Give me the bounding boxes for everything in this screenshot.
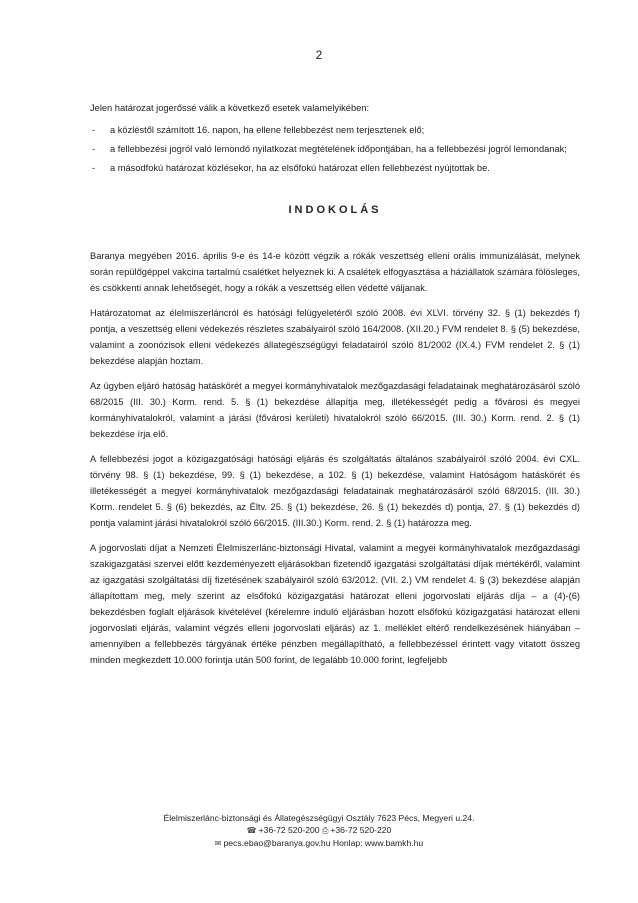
email-icon: ✉: [214, 839, 222, 848]
phone-icon: ☎: [246, 826, 257, 835]
footer-email[interactable]: pecs.ebao@baranya.gov.hu: [223, 838, 331, 848]
footer-fax: +36-72 520-220: [330, 825, 392, 835]
intro-text: Jelen határozat jogerőssé válik a következő esetek valamelyikében:: [90, 103, 370, 113]
footer-contact-row: [0, 824, 638, 837]
paragraph: Az ügyben eljáró hatóság hatáskörét a megyei kormányhivatalok mezőgazdasági feladatainak meghatározásáról szóló 68/2015 (III. 30.) Korm. rend. 5. § (1) bekezdése állapítja meg, illetékességét pedig a fővárosi és megyei kormányhivatalokról, valamint a járási (fővárosi kerületi) hivatalokról szóló 66/2015. (III. 30.) Korm. rend. 2. § (1) bekezdése írja elő.: [90, 381, 580, 439]
list-item: - a fellebbezési jogról való lemondó nyilatkozat megtételének időpontjában, ha a fellebbezési jogról lemondanak;: [90, 141, 580, 157]
paragraph: A jogorvoslati díjat a Nemzeti Élelmiszerlánc-biztonsági Hivatal, valamint a megyei kormányhivatalok mezőgazdasági szakigazgatási szervei előtt kezdeményezett eljárásokban fizetendő igazgatási szolgáltatási díjak mértékéről, valamint az igazgatási szolgáltatási díj fizetésének szabályairól szóló 63/2012. (VII. 2.) VM rendelet 4. § (3) bekezdése alapján állapítottam meg, mely szerint az elsőfokú közigazgatási határozat elleni jogorvoslati eljárás díja – a (4)-(6) bekezdésben foglalt eljárások kivételével (kérelemre induló eljárásban hozott elsőfokú közigazgatási határozat elleni jogorvoslati eljárás, valamint végzés elleni jogorvoslati eljárás) az 1. melléklet eltérő rendelkezésének hiányában – amennyiben a fellebbezés tárgyának értéke pénzben megállapítható, a fellebbezéssel érintett vagy vitatott összeg minden megkezdett 10.000 forintja után 500 forint, de legalább 10.000 forint, legfeljebb: [90, 543, 580, 665]
page-footer: [0, 812, 638, 850]
page-number: 2: [315, 48, 323, 62]
footer-homepage-label: Honlap:: [332, 838, 363, 848]
footer-web-row: [0, 837, 638, 850]
conditions-list: [90, 122, 580, 176]
paragraph: Baranya megyében 2016. április 9-e és 14-e között végzik a rókák veszettség elleni orális immunizálását, melynek során repülőgéppel vakcina tartalmú csalétket helyeznek ki. A csalétek elfogyasztása a háziállatok számára fölösleges, és csökkenti annak lehetőségét, hogy a rókák a veszettség ellen védetté váljanak.: [90, 251, 580, 293]
footer-homepage-link[interactable]: www.bamkh.hu: [364, 838, 424, 848]
footer-phone: +36-72 520-200: [258, 825, 320, 835]
list-item: - a másodfokú határozat közlésekor, ha az elsőfokú határozat ellen fellebbezést nyújtottak be.: [90, 160, 580, 176]
footer-address: Élelmiszerlánc-biztonsági és Állategészségügyi Osztály 7623 Pécs, Megyeri u.24.: [163, 813, 475, 823]
fax-icon: ⎙: [321, 826, 329, 835]
document-body: [90, 100, 580, 677]
section-heading: INDOKOLÁS: [288, 204, 382, 216]
list-item: - a közléstől számított 16. napon, ha ellene fellebbezést nem terjesztenek elő;: [90, 122, 580, 138]
paragraph: Határozatomat az élelmiszerláncról és hatósági felügyeletéről szóló 2008. évi XLVI. törvény 32. § (1) bekezdés f) pontja, a veszettség elleni védekezés részletes szabályairól szóló 164/2008. (XII.20.) FVM rendelet 8. § (5) bekezdése, valamint a zoonózisok elleni védekezés állategészségügyi feladatairól szóló 81/2002 (IX.4.) FVM rendelet 2. § (1) bekezdése alapján hoztam.: [90, 308, 580, 366]
paragraph: A fellebbezési jogot a közigazgatósági hatósági eljárás és szolgáltatás általános szabályairól szóló 2004. évi CXL. törvény 98. § (1) bekezdése, 99. § (1) bekezdése, a 102. § (1) bekezdése, valamint Hatóságom hatáskörét és illetékességét a megyei kormányhivatalok mezőgazdasági feladatainak meghatározásáról szóló 68/2015. (III. 30.) Korm. rendelet 5. § (6) bekezdés, az Éltv. 25. § (1) bekezdése, 26. § (1) bekezdés d) pontja, 27. § (1) bekezdés d) pontja valamint járási hivatalokról szóló 66/2015. (III.30.) Korm. rend. 2. § (1) határozza meg.: [90, 454, 580, 528]
